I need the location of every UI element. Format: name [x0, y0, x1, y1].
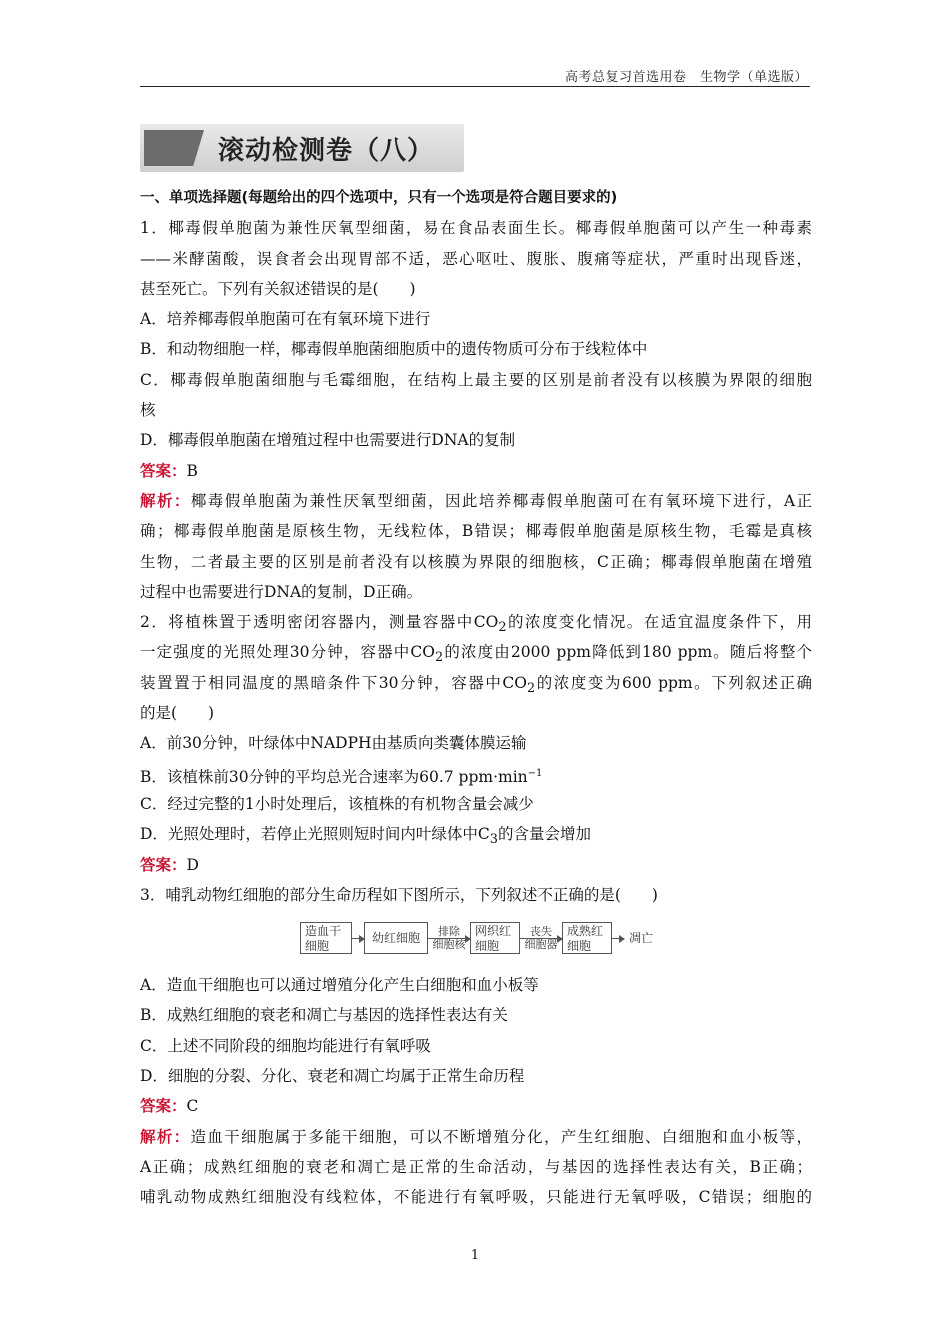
text-run: 的含量会增加: [498, 825, 592, 844]
q2-stem-line: [140, 637, 812, 667]
q3-analysis-line: 哺乳动物成熟红细胞没有线粒体，不能进行有氧呼吸，只能进行无氧呼吸，C错误；细胞的: [140, 1188, 812, 1207]
subscript: 2: [498, 620, 507, 636]
label-text: 排除: [438, 925, 460, 939]
analysis-text: 椰毒假单胞菌为兼性厌氧型细菌，因此培养椰毒假单胞菌可在有氧环境下进行，A正: [190, 491, 812, 510]
text-run: 的浓度变为600 ppm。下列叙述正确: [535, 673, 812, 692]
title-banner: [140, 124, 464, 172]
q1-analysis-line: 确；椰毒假单胞菌是原核生物，无线粒体，B错误；椰毒假单胞菌是原核生物，毛霉是真核: [140, 522, 812, 541]
q1-option-b: B．和动物细胞一样，椰毒假单胞菌细胞质中的遗传物质可分布于线粒体中: [140, 340, 648, 359]
document-body: [140, 183, 812, 1213]
analysis-label: 解析：: [140, 1127, 191, 1146]
box-text: 成熟红: [567, 924, 604, 939]
q2-option-b: [140, 759, 812, 789]
q1-stem-line: ——米酵菌酸，误食者会出现胃部不适，恶心呕吐、腹胀、腹痛等症状，严重时出现昏迷，: [140, 249, 812, 268]
q2-option-d: [140, 819, 812, 849]
q1-option-c-cont: 核: [140, 401, 156, 420]
flow-arrow: [428, 938, 470, 939]
flow-arrow: [612, 938, 624, 939]
running-header: 高考总复习首选用卷 生物学（单选版）: [564, 70, 808, 85]
label-text: 细胞核: [432, 938, 466, 952]
box-text: 造血干: [305, 924, 342, 939]
q3-option-a: A．造血干细胞也可以通过增殖分化产生白细胞和血小板等: [140, 976, 539, 995]
subscript: 2: [526, 680, 536, 696]
q3-option-b: B．成熟红细胞的衰老和凋亡与基因的选择性表达有关: [140, 1006, 508, 1025]
page-title: 滚动检测卷（八）: [218, 136, 435, 166]
q2-stem-line: 的是( ): [140, 704, 215, 723]
answer-label: 答案：: [140, 855, 187, 874]
subscript: 3: [489, 832, 499, 848]
flow-end-apoptosis: 凋亡: [628, 931, 653, 946]
q1-answer: [140, 456, 812, 486]
q1-option-d: D．椰毒假单胞菌在增殖过程中也需要进行DNA的复制: [140, 431, 516, 450]
q1-analysis-line: 过程中也需要进行DNA的复制，D正确。: [140, 582, 423, 601]
text-run: 的浓度由2000 ppm降低到180 ppm。随后将整个: [443, 643, 812, 662]
text-run: 的浓度变化情况。在适宜温度条件下，用: [506, 613, 812, 632]
answer-value: D: [186, 855, 199, 874]
label-text: 丧失: [530, 925, 552, 939]
text-run: 一定强度的光照处理30分钟，容器中CO: [140, 643, 435, 662]
q3-answer: [140, 1091, 812, 1121]
q2-option-a: A．前30分钟，叶绿体中NADPH由基质向类囊体膜运输: [140, 734, 527, 753]
q2-option-c: C．经过完整的1小时处理后，该植株的有机物含量会减少: [140, 794, 534, 813]
answer-value: C: [186, 1097, 199, 1116]
text-run: D．光照处理时，若停止光照则短时间内叶绿体中C: [140, 825, 490, 844]
box-text: 细胞: [475, 939, 500, 954]
q3-option-d: D．细胞的分裂、分化、衰老和凋亡均属于正常生命历程: [140, 1067, 525, 1086]
q1-option-a: A．培养椰毒假单胞菌可在有氧环境下进行: [140, 310, 431, 329]
flow-arrow: [520, 938, 562, 939]
page-number: 1: [470, 1248, 480, 1263]
cell-lifecycle-diagram: [140, 910, 812, 970]
flow-box-stem-cell: [300, 922, 352, 954]
box-text: 细胞: [567, 939, 592, 954]
flow-box-young-rbc: 幼红细胞: [364, 922, 428, 954]
q1-analysis-line: [140, 486, 812, 516]
q1-option-c: C．椰毒假单胞菌细胞与毛霉细胞，在结构上最主要的区别是前者没有以核膜为界限的细胞: [140, 370, 812, 389]
text-run: 2．将植株置于透明密闭容器内，测量容器中CO: [140, 613, 499, 632]
q3-analysis-line: A正确；成熟红细胞的衰老和凋亡是正常的生命活动，与基因的选择性表达有关，B正确；: [140, 1157, 812, 1176]
q3-option-c: C．上述不同阶段的细胞均能进行有氧呼吸: [140, 1036, 431, 1055]
box-text: 细胞: [305, 939, 330, 954]
q2-answer: [140, 850, 812, 880]
box-text: 网织红: [475, 924, 512, 939]
label-text: 细胞器: [524, 938, 558, 952]
flow-arrow: [352, 938, 364, 939]
answer-label: 答案：: [140, 1097, 187, 1116]
q1-analysis-line: 生物，二者最主要的区别是前者没有以核膜为界限的细胞核，C正确；椰毒假单胞菌在增殖: [140, 552, 812, 571]
section-heading: 一、单项选择题(每题给出的四个选项中，只有一个选项是符合题目要求的): [140, 190, 618, 206]
superscript: −1: [527, 767, 543, 779]
q2-stem-line: [140, 668, 812, 698]
flow-box-reticulocyte: [470, 922, 520, 954]
q3-stem: 3．哺乳动物红细胞的部分生命历程如下图所示，下列叙述不正确的是( ): [140, 885, 658, 904]
answer-label: 答案：: [140, 461, 187, 480]
subscript: 2: [434, 650, 444, 666]
header-rule: [140, 86, 810, 87]
text-run: B．该植株前30分钟的平均总光合速率为60.7 ppm·min: [140, 767, 528, 786]
analysis-text: 造血干细胞属于多能干细胞，可以不断增殖分化，产生红细胞、白细胞和血小板等，: [190, 1127, 812, 1146]
analysis-label: 解析：: [140, 491, 191, 510]
answer-value: B: [186, 461, 198, 480]
q1-stem-line: 甚至死亡。下列有关叙述错误的是( ): [140, 279, 416, 298]
text-run: 装置置于相同温度的黑暗条件下30分钟，容器中CO: [140, 673, 527, 692]
flow-box-mature-rbc: [562, 922, 612, 954]
q1-stem-line: 1．椰毒假单胞菌为兼性厌氧型细菌，易在食品表面生长。椰毒假单胞菌可以产生一种毒素: [140, 219, 812, 238]
q3-analysis-line: [140, 1122, 812, 1152]
q2-stem-line: [140, 607, 812, 637]
